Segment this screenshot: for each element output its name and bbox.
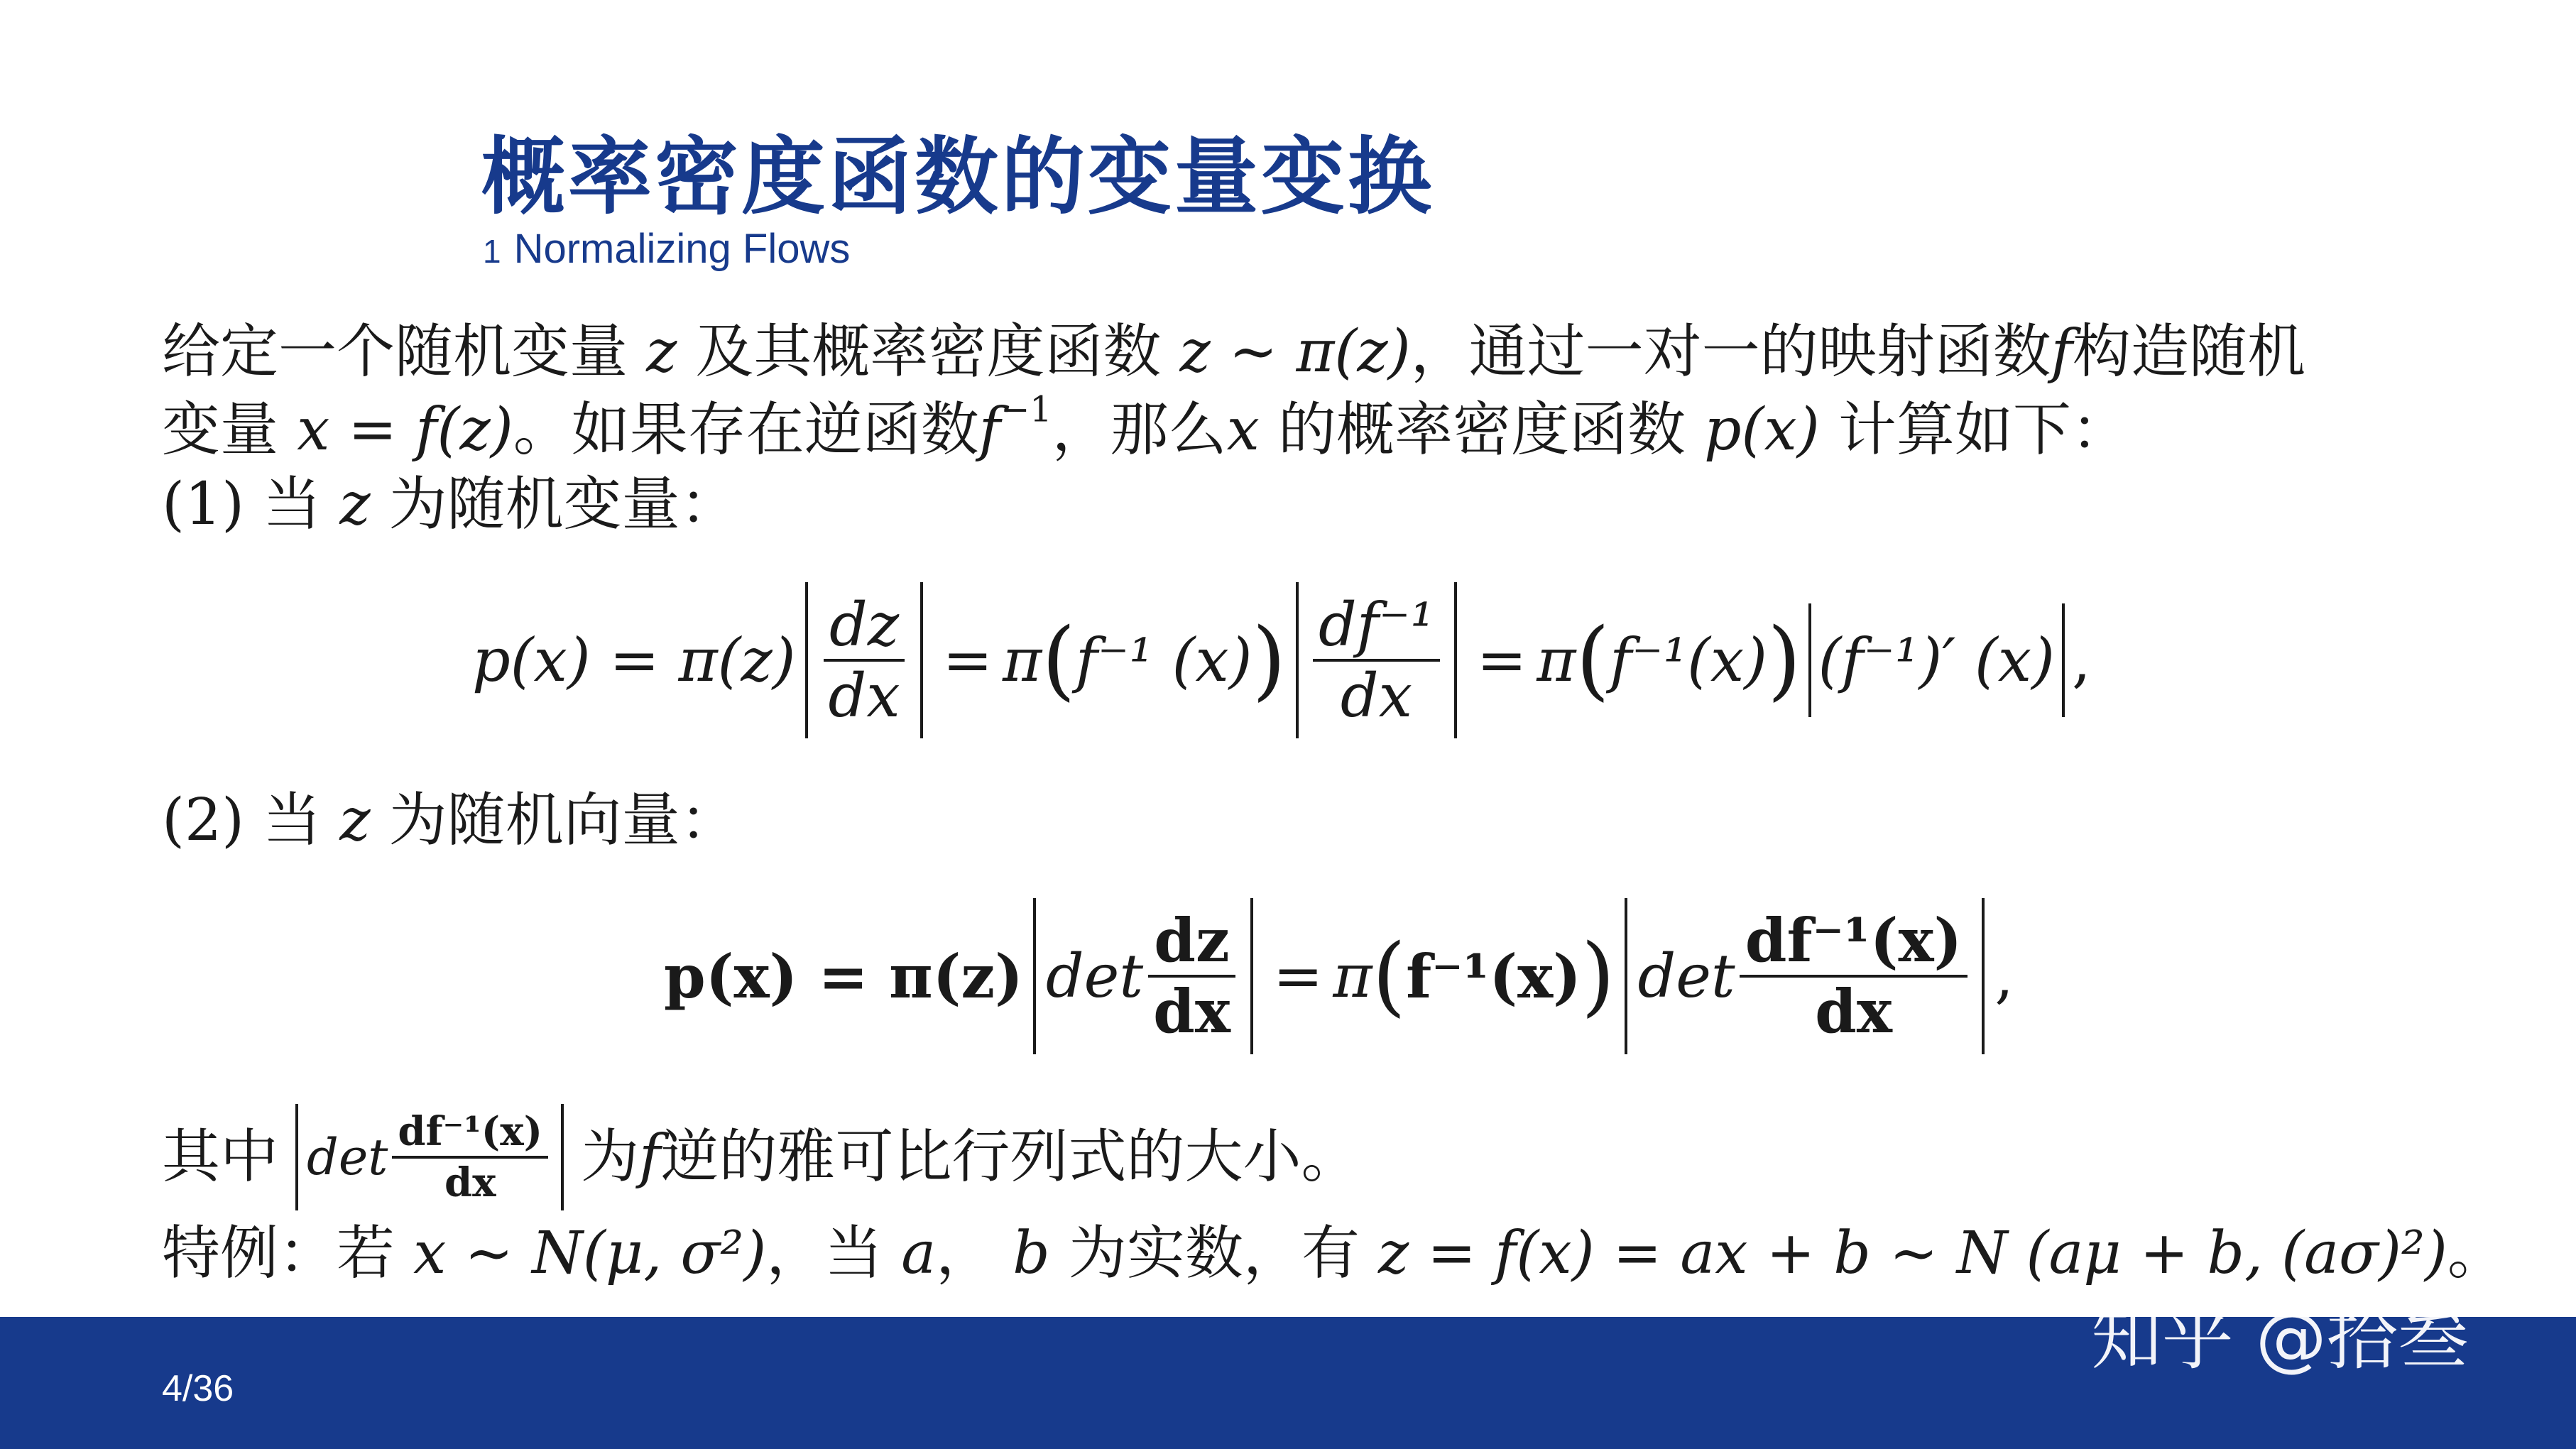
abs-bar (295, 1104, 298, 1210)
abs-bar (1454, 582, 1457, 738)
text: 逆的雅可比行列式的大小。 (660, 1123, 1360, 1191)
fraction (1313, 590, 1440, 731)
paren: ) (1581, 925, 1615, 1027)
abs-bar (1250, 898, 1253, 1054)
text: 及其概率密度函数 (695, 318, 1162, 386)
math-px: p(x) (1704, 396, 1820, 464)
math-f: f (639, 1123, 661, 1191)
note-line (162, 1104, 1360, 1210)
text: 构造随机 (2072, 318, 2305, 386)
math-det: det (307, 1128, 388, 1186)
text: 当 (263, 787, 322, 854)
fraction (1740, 905, 1968, 1046)
fraction (392, 1108, 548, 1206)
text: 变量 (162, 396, 279, 464)
numerator: df⁻¹(x) (1740, 911, 1968, 978)
math-pi: π (1003, 625, 1042, 695)
equals: = (1272, 941, 1324, 1011)
section-title: Normalizing Flows (513, 226, 851, 272)
math-det: det (1637, 941, 1735, 1011)
math-finv: f⁻¹(x) (1406, 941, 1581, 1012)
equation-1 (472, 582, 2091, 738)
text: ，当 (766, 1220, 883, 1287)
numerator: dz (824, 595, 905, 662)
paren: ) (1252, 609, 1287, 711)
case2-line (162, 787, 738, 854)
numerator: dz (1148, 911, 1235, 978)
math-z: z (339, 471, 371, 538)
numerator: df⁻¹ (1313, 595, 1440, 662)
denominator: dx (1153, 976, 1230, 1046)
abs-bar (2062, 603, 2065, 717)
abs-bar (1982, 898, 1985, 1054)
abs-bar (805, 582, 808, 738)
fraction (822, 590, 905, 731)
slide-title: 概率密度函数的变量变换 (481, 128, 1435, 226)
eq1-lhs: p(x) = π(z) (472, 625, 796, 695)
text: 。如果存在逆函数 (513, 396, 979, 464)
text: 当 (263, 471, 322, 538)
text: 其中 (162, 1123, 279, 1191)
text: 给定一个随机变量 (162, 318, 628, 386)
text: 为实数，有 (1068, 1220, 1360, 1287)
math-distribution: z ∼ π(z) (1179, 318, 1411, 386)
abs-bar (1296, 582, 1299, 738)
math-result: z = f(x) = ax + b ∼ N (aμ + b, (aσ)²) (1377, 1220, 2447, 1287)
watermark: 知乎 @拾叁 (2091, 1296, 2469, 1379)
abs-bar (1033, 898, 1036, 1054)
text: ，那么 (1052, 396, 1227, 464)
denominator: dx (828, 661, 900, 731)
math-det: det (1045, 941, 1144, 1011)
text: 为 (581, 1123, 640, 1191)
text: 计算如下： (1838, 396, 2129, 464)
abs-bar (561, 1104, 564, 1210)
text: ，通过一对一的映射函数 (1410, 318, 2051, 386)
comma: , (2071, 625, 2091, 695)
text: 。 (2447, 1220, 2506, 1287)
page-number: 4/36 (162, 1368, 234, 1409)
denominator: dx (444, 1159, 496, 1206)
text: 特例：若 (162, 1220, 395, 1287)
math-mapping: x = f(z) (297, 396, 513, 464)
abs-bar (1808, 603, 1811, 717)
section-number: 1 (483, 233, 501, 270)
paragraph1-line1 (162, 318, 2305, 386)
denominator: dx (1340, 661, 1413, 731)
math-z: z (339, 787, 371, 854)
numerator: df⁻¹(x) (392, 1112, 548, 1159)
case-label: (2) (162, 787, 245, 854)
paren: ( (1372, 925, 1407, 1027)
equation-2 (664, 898, 2014, 1054)
text: 为随机变量： (388, 471, 738, 538)
math-pi: π (1333, 941, 1372, 1011)
paren: ( (1042, 609, 1076, 711)
special-case-line (162, 1220, 2506, 1287)
abs-bar (1625, 898, 1627, 1054)
case1-line (162, 471, 738, 538)
math-pi: π (1537, 625, 1576, 695)
math-derivative: (f⁻¹)′ (x) (1818, 625, 2055, 695)
paragraph1-line2 (162, 388, 2129, 464)
text: 的概率密度函数 (1277, 396, 1686, 464)
math-b: b (1013, 1220, 1050, 1287)
math-z: z (646, 318, 677, 386)
math-distribution: x ∼ N(μ, σ²) (413, 1220, 767, 1287)
denominator: dx (1815, 976, 1892, 1046)
equals: = (942, 625, 993, 695)
equals: = (1476, 625, 1527, 695)
fraction (1147, 905, 1236, 1046)
math-f: f (2051, 318, 2073, 386)
comma: , (1994, 941, 2014, 1011)
math-sup: −1 (1000, 388, 1052, 430)
paren: ( (1576, 609, 1610, 711)
math-x: x (1226, 396, 1260, 464)
text: ， (936, 1220, 995, 1287)
paren: ) (1767, 609, 1801, 711)
abs-bar (920, 582, 923, 738)
section-subtitle (483, 226, 851, 272)
math-finv: f⁻¹(x) (1610, 625, 1768, 695)
math-finv: f⁻¹ (x) (1075, 625, 1252, 695)
math-a: a (901, 1220, 937, 1287)
eq2-lhs: p(x) = π(z) (664, 941, 1023, 1012)
math-f: f (978, 396, 1001, 464)
case-label: (1) (162, 471, 245, 538)
text: 为随机向量： (388, 787, 738, 854)
